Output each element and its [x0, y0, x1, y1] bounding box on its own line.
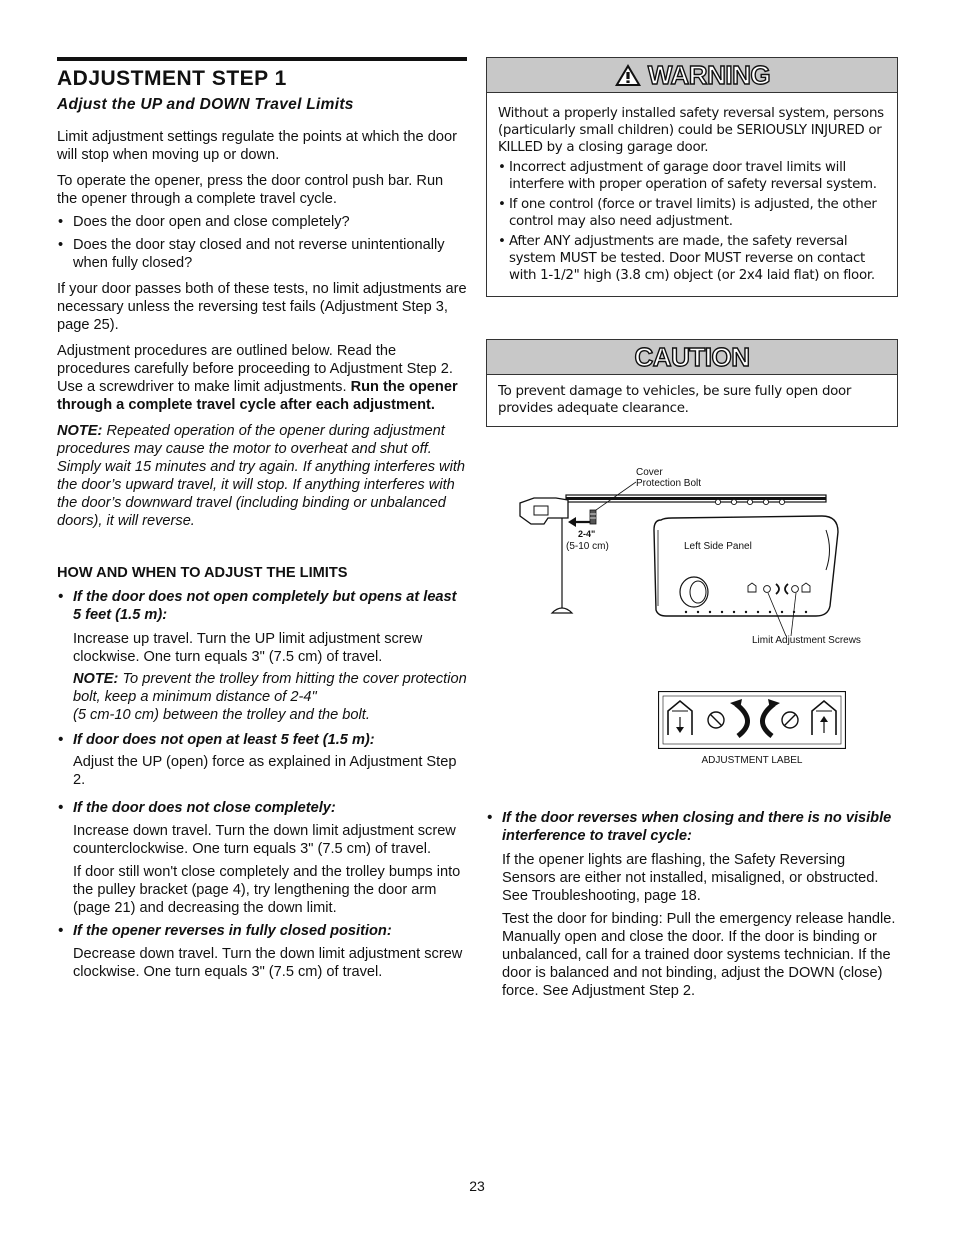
warning-box — [486, 57, 898, 297]
caution-text: To prevent damage to vehicles, be sure fully open door provides adequate clearance. — [498, 384, 852, 416]
caution-box — [486, 339, 898, 427]
case-not-open-completely: • If the door does not open completely but opens at least 5 feet (1.5 m): — [57, 588, 467, 624]
case-reverses-closed: • If the opener reverses in fully closed position: — [57, 922, 467, 940]
adjustment-label-caption: ADJUSTMENT LABEL — [701, 755, 803, 766]
case-not-close-completely: • If the door does not close completely: — [57, 799, 467, 817]
adjustment-label-drawing — [658, 691, 846, 749]
case1-note: NOTE: To prevent the trolley from hitting the cover protection bolt, keep a minimum distance of 2-4" (5 cm-10 cm) between the trolley and the bolt. — [73, 671, 467, 723]
case5-instructions: If the opener lights are flashing, the Safety Reversing Sensors are either not installed, misaligned, or obstructed. See Troubleshooting, page 18. — [502, 852, 879, 904]
case-reverses-closing: • If the door reverses when closing and there is no visible interference to travel cycle: — [486, 809, 898, 845]
right-lower-text — [486, 804, 898, 1000]
warning-intro: Without a properly installed safety reversal system, persons (particularly small children) could be SERIOUSLY INJURED or KILLED by a closing garage door. — [498, 106, 884, 155]
distance-metric-label: (5-10 cm) — [566, 541, 609, 552]
opener-diagram — [486, 460, 898, 660]
case3-instructions-extra: If door still won't close completely and the trolley bumps into the pulley bracket (page 4), try lengthening the door arm (page 21) and decreasing the down limit. — [73, 864, 461, 916]
opener-diagram-drawing — [486, 460, 898, 660]
left-column — [57, 57, 467, 981]
right-column — [486, 57, 898, 427]
case2-instructions: Adjust the UP (open) force as explained in Adjustment Step 2. — [73, 754, 457, 788]
section-rule — [57, 57, 467, 61]
case5-instructions-extra: Test the door for binding: Pull the emergency release handle. Manually open and close the door. If the door is binding or unbalanced, call for a trained door systems technician. If the door is balanced and not binding, adjust the DOWN (close) force. See Adjustment Step 2. — [502, 911, 896, 999]
adjustment-label-figure — [658, 691, 846, 749]
warning-item: • Incorrect adjustment of garage door travel limits will interfere with proper operation of safety reversal system. — [498, 159, 887, 193]
caution-body — [487, 375, 897, 427]
caution-header — [487, 340, 897, 375]
procedures-paragraph: Adjustment procedures are outlined below. Read the procedures carefully before proceeding to Adjustment Step 2. Use a screwdriver to make limit adjustments. Run the opener through a complete travel cycle after each adjustment. — [57, 343, 458, 413]
left-side-panel-label: Left Side Panel — [684, 541, 752, 552]
how-when-heading: HOW AND WHEN TO ADJUST THE LIMITS — [57, 565, 348, 581]
caution-title: CAUTION — [634, 341, 750, 372]
note-paragraph: NOTE: Repeated operation of the opener during adjustment procedures may cause the motor to overheat and shut off. Simply wait 15 minutes and try again. If anything interferes with the door’s upward travel, it will stop. If anything interferes with the door’s downward travel (including binding or unbalanced doors), it will reverse. — [57, 423, 466, 529]
warning-item: • If one control (force or travel limits) is adjusted, the other control may also need adjustment. — [498, 196, 887, 230]
warning-triangle-icon — [614, 63, 642, 87]
intro-paragraph: Limit adjustment settings regulate the points at which the door will stop when moving up or down. — [57, 129, 457, 163]
question-open-close: • Does the door open and close completely? — [57, 213, 467, 231]
case-not-open-5-feet: • If door does not open at least 5 feet (1.5 m): — [57, 731, 467, 749]
cover-bolt-label: Cover Protection Bolt — [636, 467, 702, 489]
tests-paragraph: If your door passes both of these tests, no limit adjustments are necessary unless the reversing test fails (Adjustment Step 3, page 25). — [57, 281, 467, 333]
question-stay-closed: • Does the door stay closed and not reverse unintentionally when fully closed? — [57, 236, 467, 272]
limit-screws-label: Limit Adjustment Screws — [752, 635, 861, 646]
warning-title: WARNING — [647, 59, 771, 90]
operate-paragraph: To operate the opener, press the door control push bar. Run the opener through a complete travel cycle. — [57, 173, 444, 207]
case1-instructions: Increase up travel. Turn the UP limit adjustment screw clockwise. One turn equals 3" (7.5 cm) of travel. — [73, 631, 423, 665]
case3-instructions: Increase down travel. Turn the down limit adjustment screw counterclockwise. One turn equals 3" (7.5 cm) of travel. — [73, 823, 456, 857]
distance-label: 2-4" — [578, 529, 596, 539]
procedures-bold: Run the opener through a complete travel cycle after each adjustment. — [57, 379, 458, 413]
warning-item: • After ANY adjustments are made, the safety reversal system MUST be tested. Door MUST reverse on contact with 1-1/2" high (3.8 cm) object (or 2x4 laid flat) on floor. — [498, 233, 887, 284]
section-title: ADJUSTMENT STEP 1 — [57, 67, 287, 90]
warning-header — [487, 58, 897, 93]
case4-instructions: Decrease down travel. Turn the down limit adjustment screw clockwise. One turn equals 3" (7.5 cm) of travel. — [73, 946, 463, 980]
warning-body — [487, 93, 897, 294]
section-subtitle: Adjust the UP and DOWN Travel Limits — [57, 96, 354, 113]
page-number: 23 — [469, 1178, 485, 1194]
